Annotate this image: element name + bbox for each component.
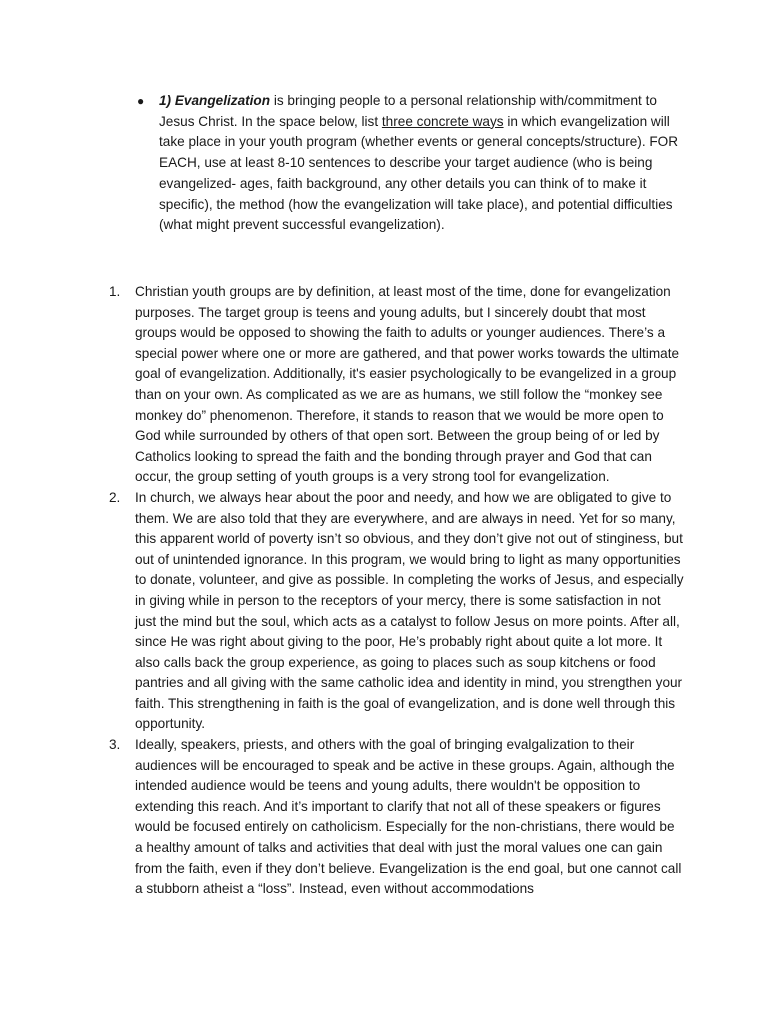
answer-number: 1. [109, 284, 121, 299]
answer-list [109, 282, 684, 900]
answer-item-1 [109, 282, 684, 488]
answer-text: Christian youth groups are by definition, at least most of the time, done for evangelization purposes. The target group is teens and young adults, but I sincerely doubt that most groups would be opposed to showing the faith to adults or younger audiences. There’s a special power where one or more are gathered, and that power works towards the ultimate goal of evangelization. Additionally, it's easier psychologically to be evangelized in a group than on your own. As complicated as we are as humans, we still follow the “monkey see monkey do” phenomenon. Therefore, it stands to reason that we would be more open to God while surrounded by others of that open sort. Between the group being of or led by Catholics looking to spread the faith and the bonding through prayer and God that can occur, the group setting of youth groups is a very strong tool for evangelization. [135, 284, 680, 485]
prompt-lead: 1) Evangelization [159, 93, 271, 108]
answer-text: In church, we always hear about the poor and needy, and how we are obligated to give to them. We are also told that they are everywhere, and are always in need. Yet for so many, this apparent world of poverty isn’t so obvious, and they don’t give not out of stinginess, but out of unintended ignorance. In this program, we would bring to light as many opportunities to donate, volunteer, and give as possible. In completing the works of Jesus, and especially in giving while in person to the receptors of your mercy, there is some satisfaction in not just the mind but the soul, which acts as a catalyst to follow Jesus on more points. After all, since He was right about giving to the poor, He’s probably right about quite a lot more. It also calls back the group experience, as going to places such as soup kitchens or food pantries and all giving with the same catholic idea and identity in mind, you strengthen your faith. This strengthening in faith is the goal of evangelization, and is done well through this opportunity. [135, 489, 684, 732]
answer-text: Ideally, speakers, priests, and others with the goal of bringing evalgalization to their audiences will be encouraged to speak and be active in these groups. Again, although the intended audience would be teens and young adults, there wouldn't be opposition to extending this reach. And it’s important to clarify that not all of these speakers or figures would be focused entirely on catholicism. Especially for the non-christians, there would be a healthy amount of talks and activities that deal with just the moral values one can gain from the faith, even if they don’t believe. Evangelization is the end goal, but one cannot call a stubborn atheist a “loss”. Instead, even without accommodations [135, 737, 682, 897]
answer-item-2 [109, 488, 684, 735]
prompt-text-1: is bringing people to a personal relationship with/commitment to Jesus Christ. In the space below, list [159, 93, 657, 129]
prompt-underlined: three concrete ways [381, 113, 504, 129]
prompt-text-2: in which evangelization will take place in your youth program (whether events or general concepts/structure). FOR EACH, use at least 8-10 sentences to describe your target audience (who is being evangelized- ages, faith background, any other details you can think of to make it specific), the method (how the evangelization will take place), and potential difficulties (what might prevent successful evangelization). [159, 113, 679, 233]
answer-item-3 [109, 735, 684, 900]
answer-number: 2. [109, 489, 121, 505]
bullet-icon: ● [137, 94, 145, 108]
assignment-prompt [137, 91, 689, 236]
answer-number: 3. [109, 737, 121, 753]
